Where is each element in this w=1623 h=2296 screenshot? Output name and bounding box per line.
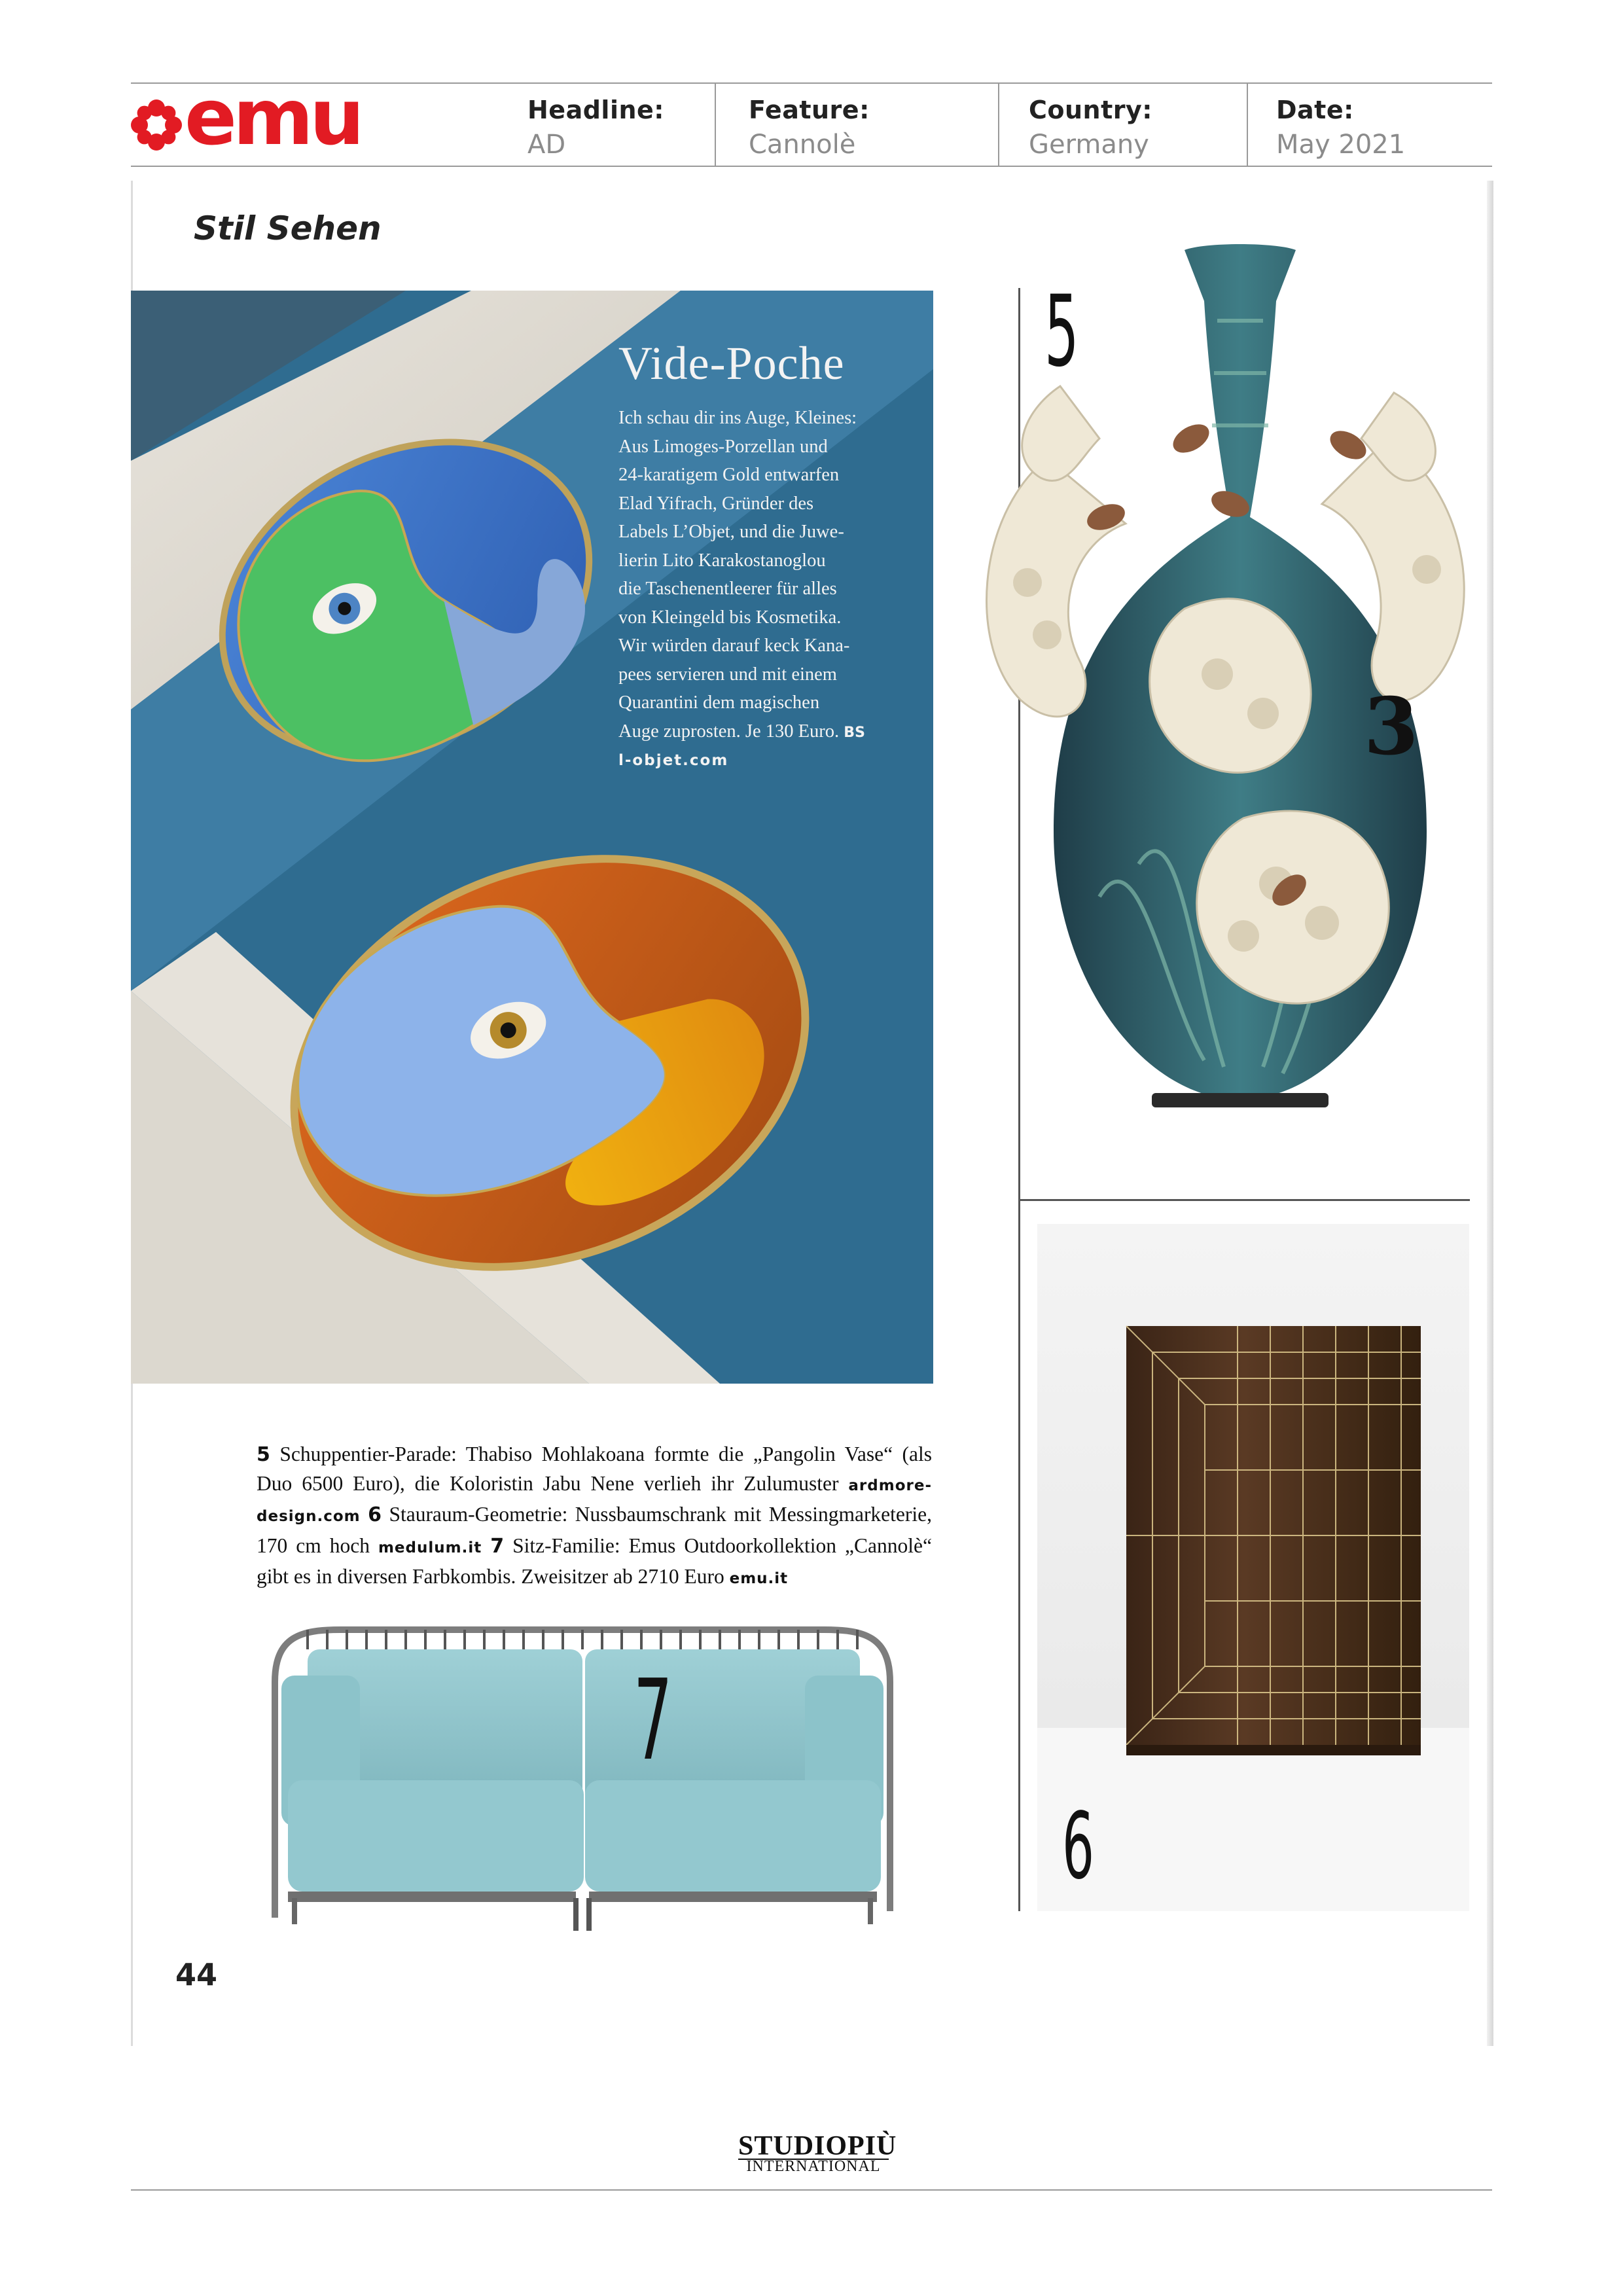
flower-icon [130,98,183,152]
text-line: die Taschenentleerer für alles [618,579,837,599]
caption-number-5: 5 [257,1443,270,1466]
header-bottom-rule [131,166,1492,167]
marker-5: 5 [1044,275,1079,389]
cannole-sofa-illustration [262,1610,903,1937]
feature-value: Cannolè [749,130,856,160]
cabinet-illustration [1037,1224,1469,1911]
feature-label: Feature: [749,96,870,124]
logo-wordmark: emu [185,72,361,162]
page-edge [1487,181,1493,2046]
header-date [1276,96,1405,160]
text-line: pees servieren und mit einem [618,664,837,685]
vide-poche-photo [131,291,933,1384]
vide-poche-url: l-objet.com [618,752,729,769]
date-value: May 2021 [1276,130,1406,160]
vide-poche-body [618,404,913,747]
section-title: Stil Sehen [194,209,382,247]
text-line: Labels L’Objet, und die Juwe- [618,522,844,542]
caption-number-7: 7 [490,1534,505,1558]
caption-text-5: Schuppentier-Parade: Thabiso Mohlakoana formte die „Pangolin Vase“ (als Duo 6500 Euro), die Koloristin Jabu Nene verlieh ihr Zulumuster [257,1443,932,1495]
vide-poche-title: Vide-Poche [618,337,845,389]
header-country [1029,96,1152,160]
marker-7: 7 [633,1656,673,1785]
footer-rule [131,2189,1492,2191]
caption-url-7: emu.it [729,1570,789,1587]
caption-url-5: ardmore-design.com [257,1477,932,1525]
header-headline [527,96,664,160]
caption-number-6: 6 [368,1503,382,1526]
text-line: Elad Yifrach, Gründer des [618,493,814,514]
caption-url-6: medulum.it [378,1539,482,1556]
marker-6: 6 [1062,1793,1094,1900]
column-divider [1018,1199,1470,1201]
header-divider [1247,84,1248,166]
text-line: lierin Lito Karakostanoglou [618,550,826,571]
page-number: 44 [175,1957,218,1992]
text-line-last: Auge zuprosten. Je 130 Euro. [618,721,840,742]
caption-text-6: Stauraum-Geometrie: Nussbaumschrank mit Messingmarketerie, 170 cm hoch [257,1503,932,1557]
author-initials: BS [844,724,865,741]
studiopiu-logo [738,2131,897,2175]
header-divider [998,84,999,166]
product-caption [257,1440,932,1594]
caption-text-7: Sitz-Familie: Emus Outdoorkollektion „Cannolè“ gibt es in diversen Farbkombis. Zweisitzer ab 2710 Euro [257,1534,932,1588]
headline-value: AD [527,130,566,160]
vase-number-badge: 3 [1364,681,1419,773]
vide-poche-text [618,336,913,769]
text-line: Aus Limoges-Porzellan und [618,436,828,457]
text-line: Quarantini dem magischen [618,692,820,713]
text-line [618,717,913,747]
text-line: Ich schau dir ins Auge, Kleines: [618,408,857,428]
headline-label: Headline: [527,96,664,124]
text-line: von Kleingeld bis Kosmetika. [618,607,842,628]
country-label: Country: [1029,96,1152,124]
cabinet-photo [1037,1224,1469,1911]
header-feature [749,96,870,160]
footer-logo-line1: STUDIOPIÙ [738,2131,897,2161]
text-line: Wir würden darauf keck Kana- [618,636,850,656]
header-divider [715,84,716,166]
country-value: Germany [1029,130,1149,160]
text-line: 24-karatigem Gold entwarfen [618,465,840,485]
footer-logo-line2: INTERNATIONAL [738,2159,889,2173]
date-label: Date: [1276,96,1354,124]
